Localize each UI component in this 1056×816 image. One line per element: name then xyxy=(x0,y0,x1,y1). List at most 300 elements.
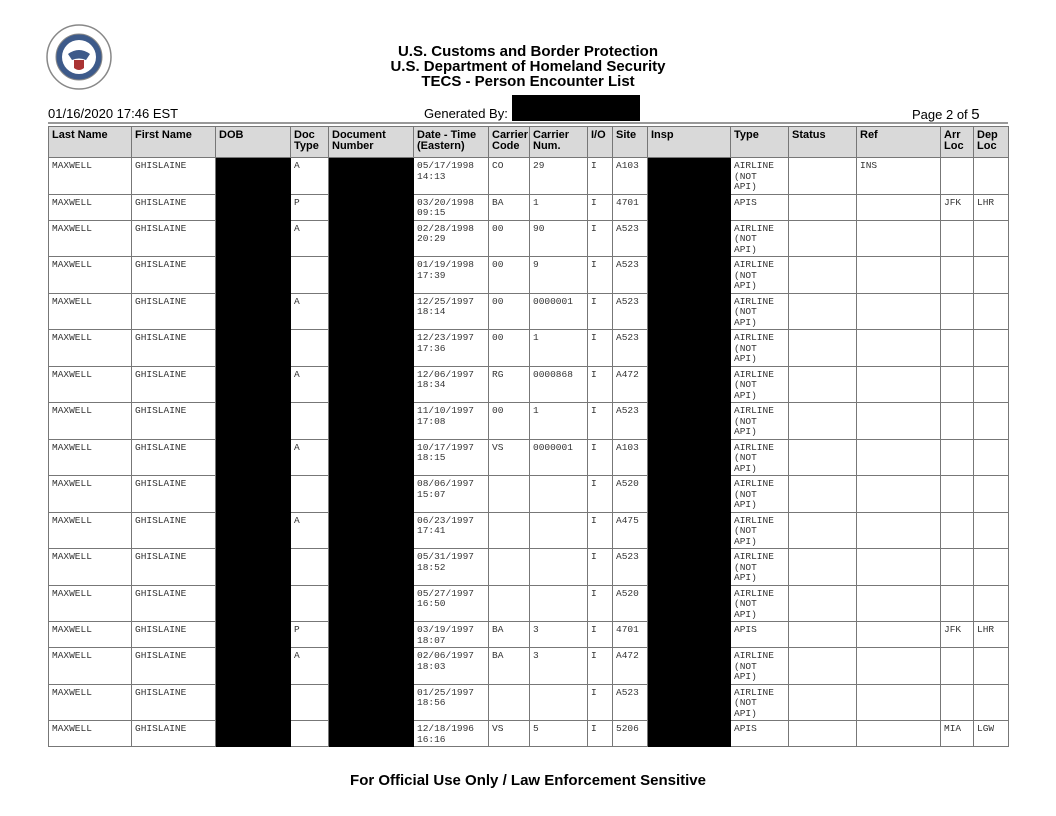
redacted-document-number xyxy=(329,257,414,294)
cell-carrier-num: 5 xyxy=(530,721,588,747)
redacted-dob xyxy=(216,293,291,330)
cell-dep-loc xyxy=(974,549,1009,586)
cell-type: AIRLINE (NOT API) xyxy=(731,549,789,586)
cell-carrier-code: RG xyxy=(489,366,530,403)
redacted-document-number xyxy=(329,293,414,330)
redacted-insp xyxy=(648,330,731,367)
cell-ref xyxy=(857,293,941,330)
cell-status xyxy=(789,648,857,685)
cell-io: I xyxy=(588,585,613,622)
cell-carrier-code: 00 xyxy=(489,257,530,294)
cell-arr-loc xyxy=(941,684,974,721)
cell-arr-loc xyxy=(941,585,974,622)
cell-arr-loc xyxy=(941,512,974,549)
department-title: U.S. Department of Homeland Security xyxy=(390,58,666,75)
redacted-dob xyxy=(216,648,291,685)
cell-carrier-num: 0000001 xyxy=(530,293,588,330)
cell-date-time: 12/25/1997 18:14 xyxy=(414,293,489,330)
table-row xyxy=(49,439,1009,476)
cell-carrier-code xyxy=(489,585,530,622)
redacted-insp xyxy=(648,684,731,721)
table-row xyxy=(49,366,1009,403)
cell-status xyxy=(789,366,857,403)
cell-first-name: GHISLAINE xyxy=(132,366,216,403)
cell-dep-loc xyxy=(974,648,1009,685)
cell-doc-type xyxy=(291,476,329,513)
cell-last-name: MAXWELL xyxy=(49,220,132,257)
cell-ref xyxy=(857,439,941,476)
cell-last-name: MAXWELL xyxy=(49,585,132,622)
column-header-first-name: First Name xyxy=(132,127,216,158)
cell-last-name: MAXWELL xyxy=(49,158,132,195)
cell-dep-loc: LHR xyxy=(974,194,1009,220)
redacted-document-number xyxy=(329,512,414,549)
redacted-dob xyxy=(216,549,291,586)
cell-last-name: MAXWELL xyxy=(49,439,132,476)
cell-status xyxy=(789,158,857,195)
redacted-dob xyxy=(216,684,291,721)
cell-status xyxy=(789,622,857,648)
cell-site: A523 xyxy=(613,549,648,586)
cell-arr-loc xyxy=(941,403,974,440)
cell-ref xyxy=(857,257,941,294)
cell-arr-loc xyxy=(941,549,974,586)
footer-classification: For Official Use Only / Law Enforcement Sensitive xyxy=(350,772,706,789)
cell-ref xyxy=(857,549,941,586)
cell-type: AIRLINE (NOT API) xyxy=(731,476,789,513)
cell-doc-type xyxy=(291,684,329,721)
column-header-ref: Ref xyxy=(857,127,941,158)
cell-doc-type xyxy=(291,330,329,367)
cell-doc-type: P xyxy=(291,194,329,220)
redacted-insp xyxy=(648,158,731,195)
redacted-dob xyxy=(216,220,291,257)
cell-doc-type: A xyxy=(291,648,329,685)
table-row xyxy=(49,158,1009,195)
cell-io: I xyxy=(588,721,613,747)
redacted-document-number xyxy=(329,684,414,721)
redacted-insp xyxy=(648,220,731,257)
cell-dep-loc: LHR xyxy=(974,622,1009,648)
cell-first-name: GHISLAINE xyxy=(132,220,216,257)
cell-dep-loc xyxy=(974,512,1009,549)
cell-arr-loc: JFK xyxy=(941,622,974,648)
cell-dep-loc: LGW xyxy=(974,721,1009,747)
cell-io: I xyxy=(588,512,613,549)
cell-io: I xyxy=(588,403,613,440)
table-row xyxy=(49,330,1009,367)
redacted-document-number xyxy=(329,403,414,440)
redacted-insp xyxy=(648,403,731,440)
cell-site: 4701 xyxy=(613,194,648,220)
cell-carrier-num: 1 xyxy=(530,330,588,367)
table-header-row xyxy=(49,127,1009,158)
page-total: 5 xyxy=(971,106,980,123)
cell-date-time: 05/31/1997 18:52 xyxy=(414,549,489,586)
cell-carrier-code: BA xyxy=(489,648,530,685)
cell-date-time: 03/19/1997 18:07 xyxy=(414,622,489,648)
cell-site: A523 xyxy=(613,293,648,330)
report-title: TECS - Person Encounter List xyxy=(421,73,635,90)
cell-dep-loc xyxy=(974,403,1009,440)
cell-type: AIRLINE (NOT API) xyxy=(731,330,789,367)
cell-first-name: GHISLAINE xyxy=(132,439,216,476)
cell-ref xyxy=(857,476,941,513)
cell-carrier-code: 00 xyxy=(489,403,530,440)
table-row xyxy=(49,403,1009,440)
cell-type: APIS xyxy=(731,721,789,747)
cell-last-name: MAXWELL xyxy=(49,721,132,747)
cell-status xyxy=(789,439,857,476)
cell-status xyxy=(789,684,857,721)
cell-carrier-code xyxy=(489,512,530,549)
cell-doc-type xyxy=(291,403,329,440)
cell-first-name: GHISLAINE xyxy=(132,585,216,622)
cell-status xyxy=(789,403,857,440)
cell-date-time: 01/25/1997 18:56 xyxy=(414,684,489,721)
cell-carrier-num: 1 xyxy=(530,403,588,440)
cell-type: AIRLINE (NOT API) xyxy=(731,512,789,549)
cell-type: AIRLINE (NOT API) xyxy=(731,158,789,195)
cell-ref xyxy=(857,194,941,220)
cell-status xyxy=(789,512,857,549)
page-label: Page 2 of xyxy=(912,107,968,122)
column-header-date-time: Date - Time (Eastern) xyxy=(414,127,489,158)
cell-first-name: GHISLAINE xyxy=(132,158,216,195)
table-row xyxy=(49,721,1009,747)
cell-doc-type xyxy=(291,549,329,586)
redacted-insp xyxy=(648,366,731,403)
cell-last-name: MAXWELL xyxy=(49,622,132,648)
redaction-block xyxy=(512,95,640,121)
cell-date-time: 05/27/1997 16:50 xyxy=(414,585,489,622)
redacted-insp xyxy=(648,293,731,330)
cell-carrier-code xyxy=(489,476,530,513)
cell-ref xyxy=(857,330,941,367)
cell-status xyxy=(789,585,857,622)
cell-doc-type: A xyxy=(291,220,329,257)
cell-carrier-num: 1 xyxy=(530,194,588,220)
cell-status xyxy=(789,220,857,257)
cell-site: A520 xyxy=(613,585,648,622)
cell-status xyxy=(789,257,857,294)
cell-io: I xyxy=(588,220,613,257)
cell-ref xyxy=(857,403,941,440)
cell-doc-type: A xyxy=(291,293,329,330)
table-row xyxy=(49,684,1009,721)
cell-dep-loc xyxy=(974,220,1009,257)
table-row xyxy=(49,648,1009,685)
cell-carrier-code: 00 xyxy=(489,293,530,330)
cell-first-name: GHISLAINE xyxy=(132,293,216,330)
cell-io: I xyxy=(588,684,613,721)
column-header-dep-loc: Dep Loc xyxy=(974,127,1009,158)
cell-site: A472 xyxy=(613,648,648,685)
cell-date-time: 01/19/1998 17:39 xyxy=(414,257,489,294)
cell-last-name: MAXWELL xyxy=(49,330,132,367)
redacted-insp xyxy=(648,549,731,586)
cell-carrier-num: 29 xyxy=(530,158,588,195)
cell-io: I xyxy=(588,158,613,195)
redacted-dob xyxy=(216,622,291,648)
column-header-last-name: Last Name xyxy=(49,127,132,158)
cell-carrier-code: 00 xyxy=(489,220,530,257)
column-header-document-number: Document Number xyxy=(329,127,414,158)
cell-io: I xyxy=(588,476,613,513)
cell-ref xyxy=(857,721,941,747)
redacted-document-number xyxy=(329,330,414,367)
cell-carrier-code xyxy=(489,684,530,721)
cell-date-time: 11/10/1997 17:08 xyxy=(414,403,489,440)
cell-io: I xyxy=(588,330,613,367)
redacted-document-number xyxy=(329,194,414,220)
cell-first-name: GHISLAINE xyxy=(132,330,216,367)
cell-date-time: 10/17/1997 18:15 xyxy=(414,439,489,476)
cell-doc-type xyxy=(291,585,329,622)
cell-type: AIRLINE (NOT API) xyxy=(731,684,789,721)
column-header-io: I/O xyxy=(588,127,613,158)
redacted-insp xyxy=(648,721,731,747)
cell-io: I xyxy=(588,439,613,476)
redacted-insp xyxy=(648,585,731,622)
cell-arr-loc: JFK xyxy=(941,194,974,220)
redacted-insp xyxy=(648,439,731,476)
cell-carrier-num: 90 xyxy=(530,220,588,257)
cell-carrier-num xyxy=(530,476,588,513)
cell-date-time: 08/06/1997 15:07 xyxy=(414,476,489,513)
cell-doc-type xyxy=(291,721,329,747)
cell-carrier-num: 0000868 xyxy=(530,366,588,403)
table-row xyxy=(49,293,1009,330)
cell-type: AIRLINE (NOT API) xyxy=(731,293,789,330)
cell-site: 5206 xyxy=(613,721,648,747)
cell-type: AIRLINE (NOT API) xyxy=(731,366,789,403)
cell-status xyxy=(789,721,857,747)
cell-doc-type xyxy=(291,257,329,294)
redacted-dob xyxy=(216,585,291,622)
cell-status xyxy=(789,476,857,513)
cell-dep-loc xyxy=(974,684,1009,721)
cell-first-name: GHISLAINE xyxy=(132,549,216,586)
cell-arr-loc xyxy=(941,366,974,403)
cell-status xyxy=(789,330,857,367)
cell-date-time: 03/20/1998 09:15 xyxy=(414,194,489,220)
cell-doc-type: P xyxy=(291,622,329,648)
cell-status xyxy=(789,293,857,330)
cell-io: I xyxy=(588,257,613,294)
cell-site: A472 xyxy=(613,366,648,403)
cell-carrier-num: 3 xyxy=(530,648,588,685)
cell-carrier-code: BA xyxy=(489,622,530,648)
cell-carrier-num: 3 xyxy=(530,622,588,648)
cell-ref xyxy=(857,220,941,257)
redacted-insp xyxy=(648,194,731,220)
redacted-insp xyxy=(648,257,731,294)
cell-dep-loc xyxy=(974,366,1009,403)
cell-doc-type: A xyxy=(291,158,329,195)
redacted-document-number xyxy=(329,622,414,648)
page-indicator xyxy=(912,106,980,123)
cell-carrier-code xyxy=(489,549,530,586)
header-divider xyxy=(48,122,1008,124)
cell-doc-type: A xyxy=(291,512,329,549)
cell-type: AIRLINE (NOT API) xyxy=(731,648,789,685)
cell-doc-type: A xyxy=(291,366,329,403)
cell-arr-loc xyxy=(941,476,974,513)
table-row xyxy=(49,549,1009,586)
cell-carrier-code: VS xyxy=(489,439,530,476)
redacted-document-number xyxy=(329,220,414,257)
cell-dep-loc xyxy=(974,293,1009,330)
column-header-site: Site xyxy=(613,127,648,158)
cell-ref: INS xyxy=(857,158,941,195)
table-row xyxy=(49,512,1009,549)
cell-first-name: GHISLAINE xyxy=(132,512,216,549)
cell-site: A523 xyxy=(613,684,648,721)
report-timestamp: 01/16/2020 17:46 EST xyxy=(48,106,179,121)
cell-carrier-code: BA xyxy=(489,194,530,220)
cell-date-time: 12/18/1996 16:16 xyxy=(414,721,489,747)
cell-dep-loc xyxy=(974,158,1009,195)
cell-site: A523 xyxy=(613,220,648,257)
redacted-dob xyxy=(216,721,291,747)
table-row xyxy=(49,476,1009,513)
cell-date-time: 12/23/1997 17:36 xyxy=(414,330,489,367)
cell-type: AIRLINE (NOT API) xyxy=(731,220,789,257)
redacted-document-number xyxy=(329,721,414,747)
table-row xyxy=(49,622,1009,648)
redacted-dob xyxy=(216,257,291,294)
cell-ref xyxy=(857,684,941,721)
cell-date-time: 02/06/1997 18:03 xyxy=(414,648,489,685)
cell-doc-type: A xyxy=(291,439,329,476)
cell-ref xyxy=(857,622,941,648)
cell-site: A103 xyxy=(613,158,648,195)
cell-type: APIS xyxy=(731,194,789,220)
cell-arr-loc xyxy=(941,330,974,367)
column-header-carrier-code: Carrier Code xyxy=(489,127,530,158)
column-header-insp: Insp xyxy=(648,127,731,158)
cell-type: AIRLINE (NOT API) xyxy=(731,439,789,476)
cell-first-name: GHISLAINE xyxy=(132,721,216,747)
cell-arr-loc: MIA xyxy=(941,721,974,747)
cell-first-name: GHISLAINE xyxy=(132,194,216,220)
column-header-arr-loc: Arr Loc xyxy=(941,127,974,158)
cell-io: I xyxy=(588,648,613,685)
cell-date-time: 02/28/1998 20:29 xyxy=(414,220,489,257)
cell-date-time: 06/23/1997 17:41 xyxy=(414,512,489,549)
cell-dep-loc xyxy=(974,330,1009,367)
cell-ref xyxy=(857,512,941,549)
cell-first-name: GHISLAINE xyxy=(132,622,216,648)
generated-by-label: Generated By: xyxy=(424,106,508,121)
cell-last-name: MAXWELL xyxy=(49,648,132,685)
cell-arr-loc xyxy=(941,257,974,294)
cell-site: A103 xyxy=(613,439,648,476)
cell-carrier-num xyxy=(530,585,588,622)
redacted-dob xyxy=(216,194,291,220)
cell-last-name: MAXWELL xyxy=(49,194,132,220)
cell-site: A523 xyxy=(613,403,648,440)
cell-dep-loc xyxy=(974,585,1009,622)
redacted-document-number xyxy=(329,648,414,685)
cell-last-name: MAXWELL xyxy=(49,366,132,403)
cell-last-name: MAXWELL xyxy=(49,512,132,549)
redacted-dob xyxy=(216,158,291,195)
agency-title: U.S. Customs and Border Protection xyxy=(397,43,659,60)
cell-dep-loc xyxy=(974,476,1009,513)
cell-ref xyxy=(857,585,941,622)
cell-status xyxy=(789,549,857,586)
column-header-dob: DOB xyxy=(216,127,291,158)
cell-site: A475 xyxy=(613,512,648,549)
cell-type: APIS xyxy=(731,622,789,648)
cell-arr-loc xyxy=(941,158,974,195)
redacted-document-number xyxy=(329,549,414,586)
cell-carrier-code: VS xyxy=(489,721,530,747)
cell-first-name: GHISLAINE xyxy=(132,648,216,685)
redacted-dob xyxy=(216,512,291,549)
cell-io: I xyxy=(588,194,613,220)
cell-status xyxy=(789,194,857,220)
table-row xyxy=(49,585,1009,622)
cell-type: AIRLINE (NOT API) xyxy=(731,585,789,622)
cell-first-name: GHISLAINE xyxy=(132,257,216,294)
redacted-insp xyxy=(648,622,731,648)
cell-site: A520 xyxy=(613,476,648,513)
cell-io: I xyxy=(588,622,613,648)
cell-dep-loc xyxy=(974,257,1009,294)
cell-arr-loc xyxy=(941,220,974,257)
cell-carrier-num: 0000001 xyxy=(530,439,588,476)
cell-last-name: MAXWELL xyxy=(49,293,132,330)
encounter-table xyxy=(48,126,1009,747)
redacted-document-number xyxy=(329,158,414,195)
cell-site: A523 xyxy=(613,257,648,294)
cell-first-name: GHISLAINE xyxy=(132,476,216,513)
cell-last-name: MAXWELL xyxy=(49,476,132,513)
cell-dep-loc xyxy=(974,439,1009,476)
table-row xyxy=(49,257,1009,294)
cell-first-name: GHISLAINE xyxy=(132,684,216,721)
cell-arr-loc xyxy=(941,439,974,476)
cell-carrier-code: CO xyxy=(489,158,530,195)
cell-last-name: MAXWELL xyxy=(49,403,132,440)
cell-last-name: MAXWELL xyxy=(49,684,132,721)
cell-ref xyxy=(857,648,941,685)
cell-last-name: MAXWELL xyxy=(49,257,132,294)
cell-date-time: 12/06/1997 18:34 xyxy=(414,366,489,403)
redacted-insp xyxy=(648,476,731,513)
cell-site: A523 xyxy=(613,330,648,367)
cell-type: AIRLINE (NOT API) xyxy=(731,403,789,440)
redacted-document-number xyxy=(329,439,414,476)
table-row xyxy=(49,194,1009,220)
column-header-carrier-num: Carrier Num. xyxy=(530,127,588,158)
redacted-dob xyxy=(216,476,291,513)
cell-arr-loc xyxy=(941,648,974,685)
cell-first-name: GHISLAINE xyxy=(132,403,216,440)
cell-io: I xyxy=(588,293,613,330)
cell-io: I xyxy=(588,366,613,403)
redacted-insp xyxy=(648,648,731,685)
redacted-document-number xyxy=(329,585,414,622)
column-header-doc-type: Doc Type xyxy=(291,127,329,158)
cell-date-time: 05/17/1998 14:13 xyxy=(414,158,489,195)
redacted-dob xyxy=(216,330,291,367)
cell-carrier-num xyxy=(530,549,588,586)
redacted-dob xyxy=(216,403,291,440)
